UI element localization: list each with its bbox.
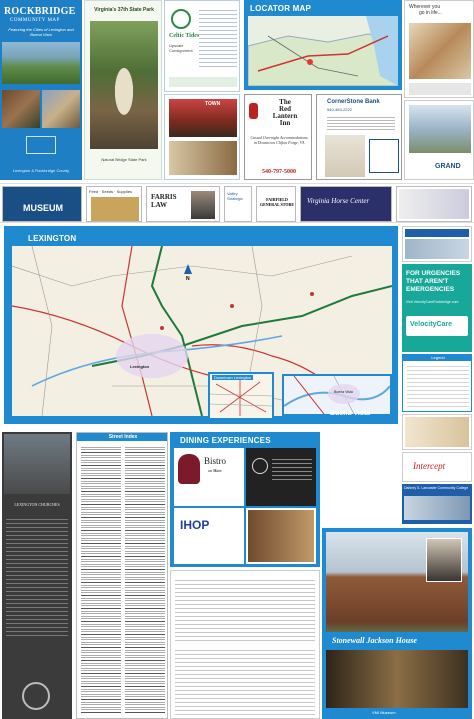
stonewall-panel: [322, 528, 472, 719]
dining-4-photo: [248, 510, 314, 562]
red-lantern-line3: Lantern: [272, 112, 298, 120]
map-canvas: [12, 246, 392, 416]
dining-2-text: [272, 456, 312, 480]
buena-vista-svg: [284, 376, 390, 414]
stonewall-portrait: [426, 538, 462, 582]
right-ad-1-header: [405, 229, 469, 237]
vmi-photo: [326, 650, 468, 708]
museum-name: MUSEUM: [23, 203, 63, 213]
horse-center-label: Virginia Horse Center: [307, 197, 370, 205]
lantern-icon: [249, 103, 258, 119]
cover-subtitle: COMMUNITY MAP: [10, 18, 60, 23]
ihop-logo: IHOP: [180, 518, 210, 532]
celtic-desc: Upscale Consignment: [169, 43, 193, 53]
wine-glass-icon: [178, 454, 200, 484]
grand-photo: [409, 105, 471, 153]
celtic-text-lines: [199, 7, 237, 67]
vmi-label: VMI Museum: [372, 710, 396, 715]
natural-bridge-panel: [84, 0, 162, 180]
downtown-label: Downtown Lexington: [214, 375, 252, 380]
college-photo: [404, 496, 470, 520]
feed-seed-ad: [86, 186, 142, 222]
grand-home-ad: [404, 100, 474, 180]
horse-center-ad: [300, 186, 392, 222]
map-title: LEXINGTON: [28, 234, 77, 243]
ad-strip: [0, 183, 474, 223]
locator-map-svg: [248, 16, 398, 86]
right-top-line1: Wherever you: [409, 4, 441, 10]
cover-footer: Lexington & Rockbridge County: [12, 168, 70, 173]
college-ad: [402, 484, 472, 524]
valley-strategic-ad: [224, 186, 252, 222]
cornerstone-text-lines: [327, 115, 395, 131]
red-lantern-ad: [244, 94, 312, 180]
dining-ad-4: [246, 508, 316, 564]
farris-law-label: FARRIS LAW: [151, 193, 177, 209]
museum-ad: [2, 186, 82, 222]
street-index-col-1: [81, 445, 121, 715]
natural-bridge-title: Virginia's 37th State Park: [94, 7, 154, 13]
downtown-svg: [210, 374, 272, 418]
church-photo: [4, 434, 70, 494]
legend-panel: [402, 354, 472, 412]
red-lantern-line2: Red: [278, 105, 292, 113]
farris-portrait: [191, 191, 215, 219]
right-top-photo: [409, 23, 471, 79]
right-strip-photo: [399, 189, 469, 219]
dining-title: DINING EXPERIENCES: [180, 436, 271, 445]
farris-law-ad: [146, 186, 220, 222]
locator-title: LOCATOR MAP: [250, 4, 312, 13]
bistro-name: Bistro: [204, 456, 227, 466]
feed-seed-label: Feed · Seeds · Supplies: [89, 189, 132, 194]
locator-map-image: [248, 16, 398, 86]
cover-tagline: Featuring the Cities of Lexington and Buena Vista: [8, 27, 74, 37]
valley-strategic-label: Valley Strategic: [227, 191, 243, 201]
cornerstone-brand: CornerStone Bank: [327, 99, 380, 105]
cover-logo: [26, 136, 56, 154]
grand-brand: GRAND: [435, 163, 461, 170]
right-ad-1: [402, 226, 472, 262]
red-lantern-name: [259, 99, 311, 127]
dining-lower-ads: [170, 570, 320, 719]
church-panel: [2, 432, 72, 719]
cornerstone-logo: [369, 139, 399, 173]
cover-title: ROCKBRIDGE: [4, 6, 76, 17]
right-strip-ad: [396, 186, 472, 222]
lexington-city-label: Lexington: [130, 364, 150, 369]
cover-photo-mountains: [2, 42, 80, 84]
right-top-footer: [409, 83, 471, 95]
cornerstone-ad: [316, 94, 402, 180]
bistro-ad: [174, 448, 244, 506]
celtic-logo-icon: [171, 9, 191, 29]
celtic-brand: Celtic Tides: [169, 33, 200, 39]
town-photo-2: [169, 141, 237, 175]
intercept-ad: [402, 452, 472, 482]
cornerstone-photo: [325, 135, 365, 177]
celtic-footer-bar: [169, 77, 237, 87]
right-ad-1-photo: [405, 239, 469, 259]
church-label: LEXINGTON CHURCHES: [14, 502, 60, 507]
red-lantern-line4: Inn: [279, 119, 291, 127]
ihop-ad: [174, 508, 244, 564]
cover-photo-1: [2, 90, 40, 128]
main-map: [4, 226, 398, 424]
town-label: TOWN: [205, 101, 221, 107]
red-lantern-line1: The: [279, 98, 291, 106]
fairfield-label: FAIRFIELD GENERAL STORE: [259, 197, 295, 207]
buena-vista-center-label: Buena Vista: [334, 390, 353, 394]
celtic-tides-ad: [164, 0, 240, 92]
cornerstone-phone: 540-463-2222: [327, 107, 352, 112]
street-index: [76, 432, 168, 719]
church-text: [6, 516, 68, 636]
right-top-ad: [404, 0, 474, 98]
intercept-label: Intercept: [413, 461, 446, 471]
cover-photo-2: [42, 90, 80, 128]
dining-panel: [170, 432, 320, 567]
cover-panel: [0, 0, 82, 180]
legend-items: [407, 363, 469, 409]
town-dining-ad: [164, 94, 240, 180]
legend-title: Legend: [403, 355, 472, 361]
natural-bridge-caption: Natural Bridge State Park: [101, 157, 147, 162]
church-seal-icon: [22, 682, 50, 710]
right-top-line2: go in life...: [419, 10, 442, 16]
right-ad-4: [402, 414, 472, 450]
dining-lower-1: [175, 577, 315, 641]
urgency-line3: EMERGENCIES: [406, 286, 455, 293]
dining-ad-2: [246, 448, 316, 506]
red-lantern-desc: Casual Overnight Accommodations in Downtown Clifton Forge, VA: [250, 135, 308, 145]
natural-bridge-photo: [90, 21, 158, 149]
bistro-sub: on Main: [208, 468, 222, 473]
north-label: N: [186, 276, 190, 282]
red-lantern-phone: 540-797-5000: [262, 169, 296, 175]
dining-2-logo-icon: [252, 458, 268, 474]
north-arrow-icon: [184, 264, 192, 274]
urgency-line2: THAT AREN'T: [406, 278, 449, 285]
street-index-title: Street Index: [77, 433, 168, 441]
locator-map-panel: [244, 0, 402, 90]
feed-seed-logo: [91, 197, 139, 221]
urgency-ad: [402, 264, 472, 352]
fairfield-store-ad: [256, 186, 296, 222]
urgency-site: Visit VelocityCareRockbridge.com: [406, 300, 459, 304]
stonewall-title: Stonewall Jackson House: [332, 636, 417, 645]
dining-lower-2: [175, 647, 315, 715]
downtown-inset-panel: [208, 372, 274, 420]
velocity-logo: [406, 316, 468, 336]
college-label: Dabney S. Lancaster Community College: [404, 486, 469, 490]
urgency-line1: FOR URGENCIES: [406, 270, 461, 277]
street-index-col-2: [125, 445, 165, 715]
buena-vista-label: Buena Vista: [330, 410, 370, 417]
velocity-name: VelocityCare: [410, 321, 453, 328]
town-photo: [169, 99, 237, 137]
right-ad-4-photo: [405, 417, 469, 447]
